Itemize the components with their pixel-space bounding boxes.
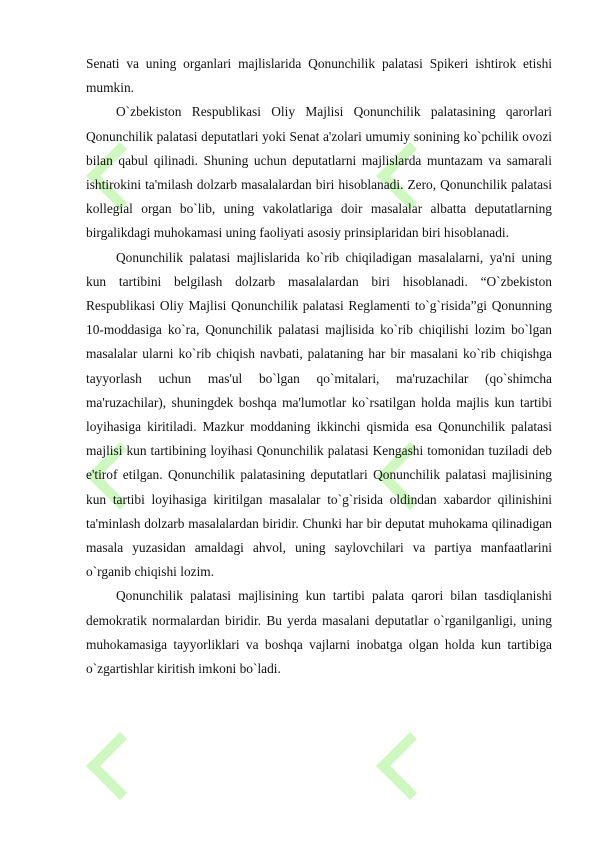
- watermark-chevron-icon: [376, 732, 444, 800]
- paragraph: O`zbekiston Respublikasi Oliy Majlisi Qonunchilik palatasining qarorlari Qonunchilik palatasi deputatlari yoki Senat a'zolari umumiy sonining ko`pchilik ovozi bilan qabul qilinadi. Shuning uchun deputatlarni majlislarda muntazam va samarali ishtirokini ta'milash dolzarb masalalardan biri hisoblanadi. Zero, Qonunchilik palatasi kollegial organ bo`lib, uning vakolatlariga doir masalalar albatta deputatlarning birgalikdagi muhokamasi uning faoliyati asosiy prinsiplaridan biri hisoblanadi.: [86, 104, 552, 241]
- watermark-chevron-icon: [86, 732, 154, 800]
- paragraph: Qonunchilik palatasi majlisining kun tartibi palata qarori bilan tasdiqlanishi demokratik normalardan biridir. Bu yerda masalani deputatlar o`rganilganligi, uning muhokamasiga tayyorliklari va boshqa vajlarni inobatga olgan holda kun tartibiga o`zgartishlar kiritish imkoni bo`ladi.: [86, 588, 552, 677]
- paragraph: Qonunchilik palatasi majlislarida ko`rib chiqiladigan masalalarni, ya'ni uning kun tartibini belgilash dolzarb masalalardan biri hisoblanadi. “O`zbekiston Respublikasi Oliy Majlisi Qonunchilik palatasi Reglamenti to`g`risida”gi Qonunning 10-moddasiga ko`ra, Qonunchilik palatasi majlisida ko`rib chiqilishi lozim bo`lgan masalalar ularni ko`rib chiqish navbati, palataning har bir masalani ko`rib chiqishga tayyorlash uchun mas'ul bo`lgan qo`mitalari, ma'ruzachilar (qo`shimcha ma'ruzachilar), shuningdek boshqa ma'lumotlar ko`rsatilgan holda majlis kun tartibi loyihasiga kiritiladi. Mazkur moddaning ikkinchi qismida esa Qonunchilik palatasi majlisi kun tartibining loyihasi Qonunchilik palatasi Kengashi tomonidan tuziladi deb e'tirof etilgan. Qonunchilik palatasining deputatlari Qonunchilik palatasi majlisining kun tartibi loyihasiga kiritilgan masalalar to`g`risida oldindan xabardor qilinishini ta'minlash dolzarb masalalardan biridir. Chunki har bir deputat muhokama qilinadigan masala yuzasidan amaldagi ahvol, uning saylovchilari va partiya manfaatlarini o`rganib chiqishi lozim.: [86, 249, 552, 580]
- document-body: [86, 52, 552, 681]
- paragraph: Senati va uning organlari majlislarida Qonunchilik palatasi Spikeri ishtirok etishi mumkin.: [86, 56, 552, 96]
